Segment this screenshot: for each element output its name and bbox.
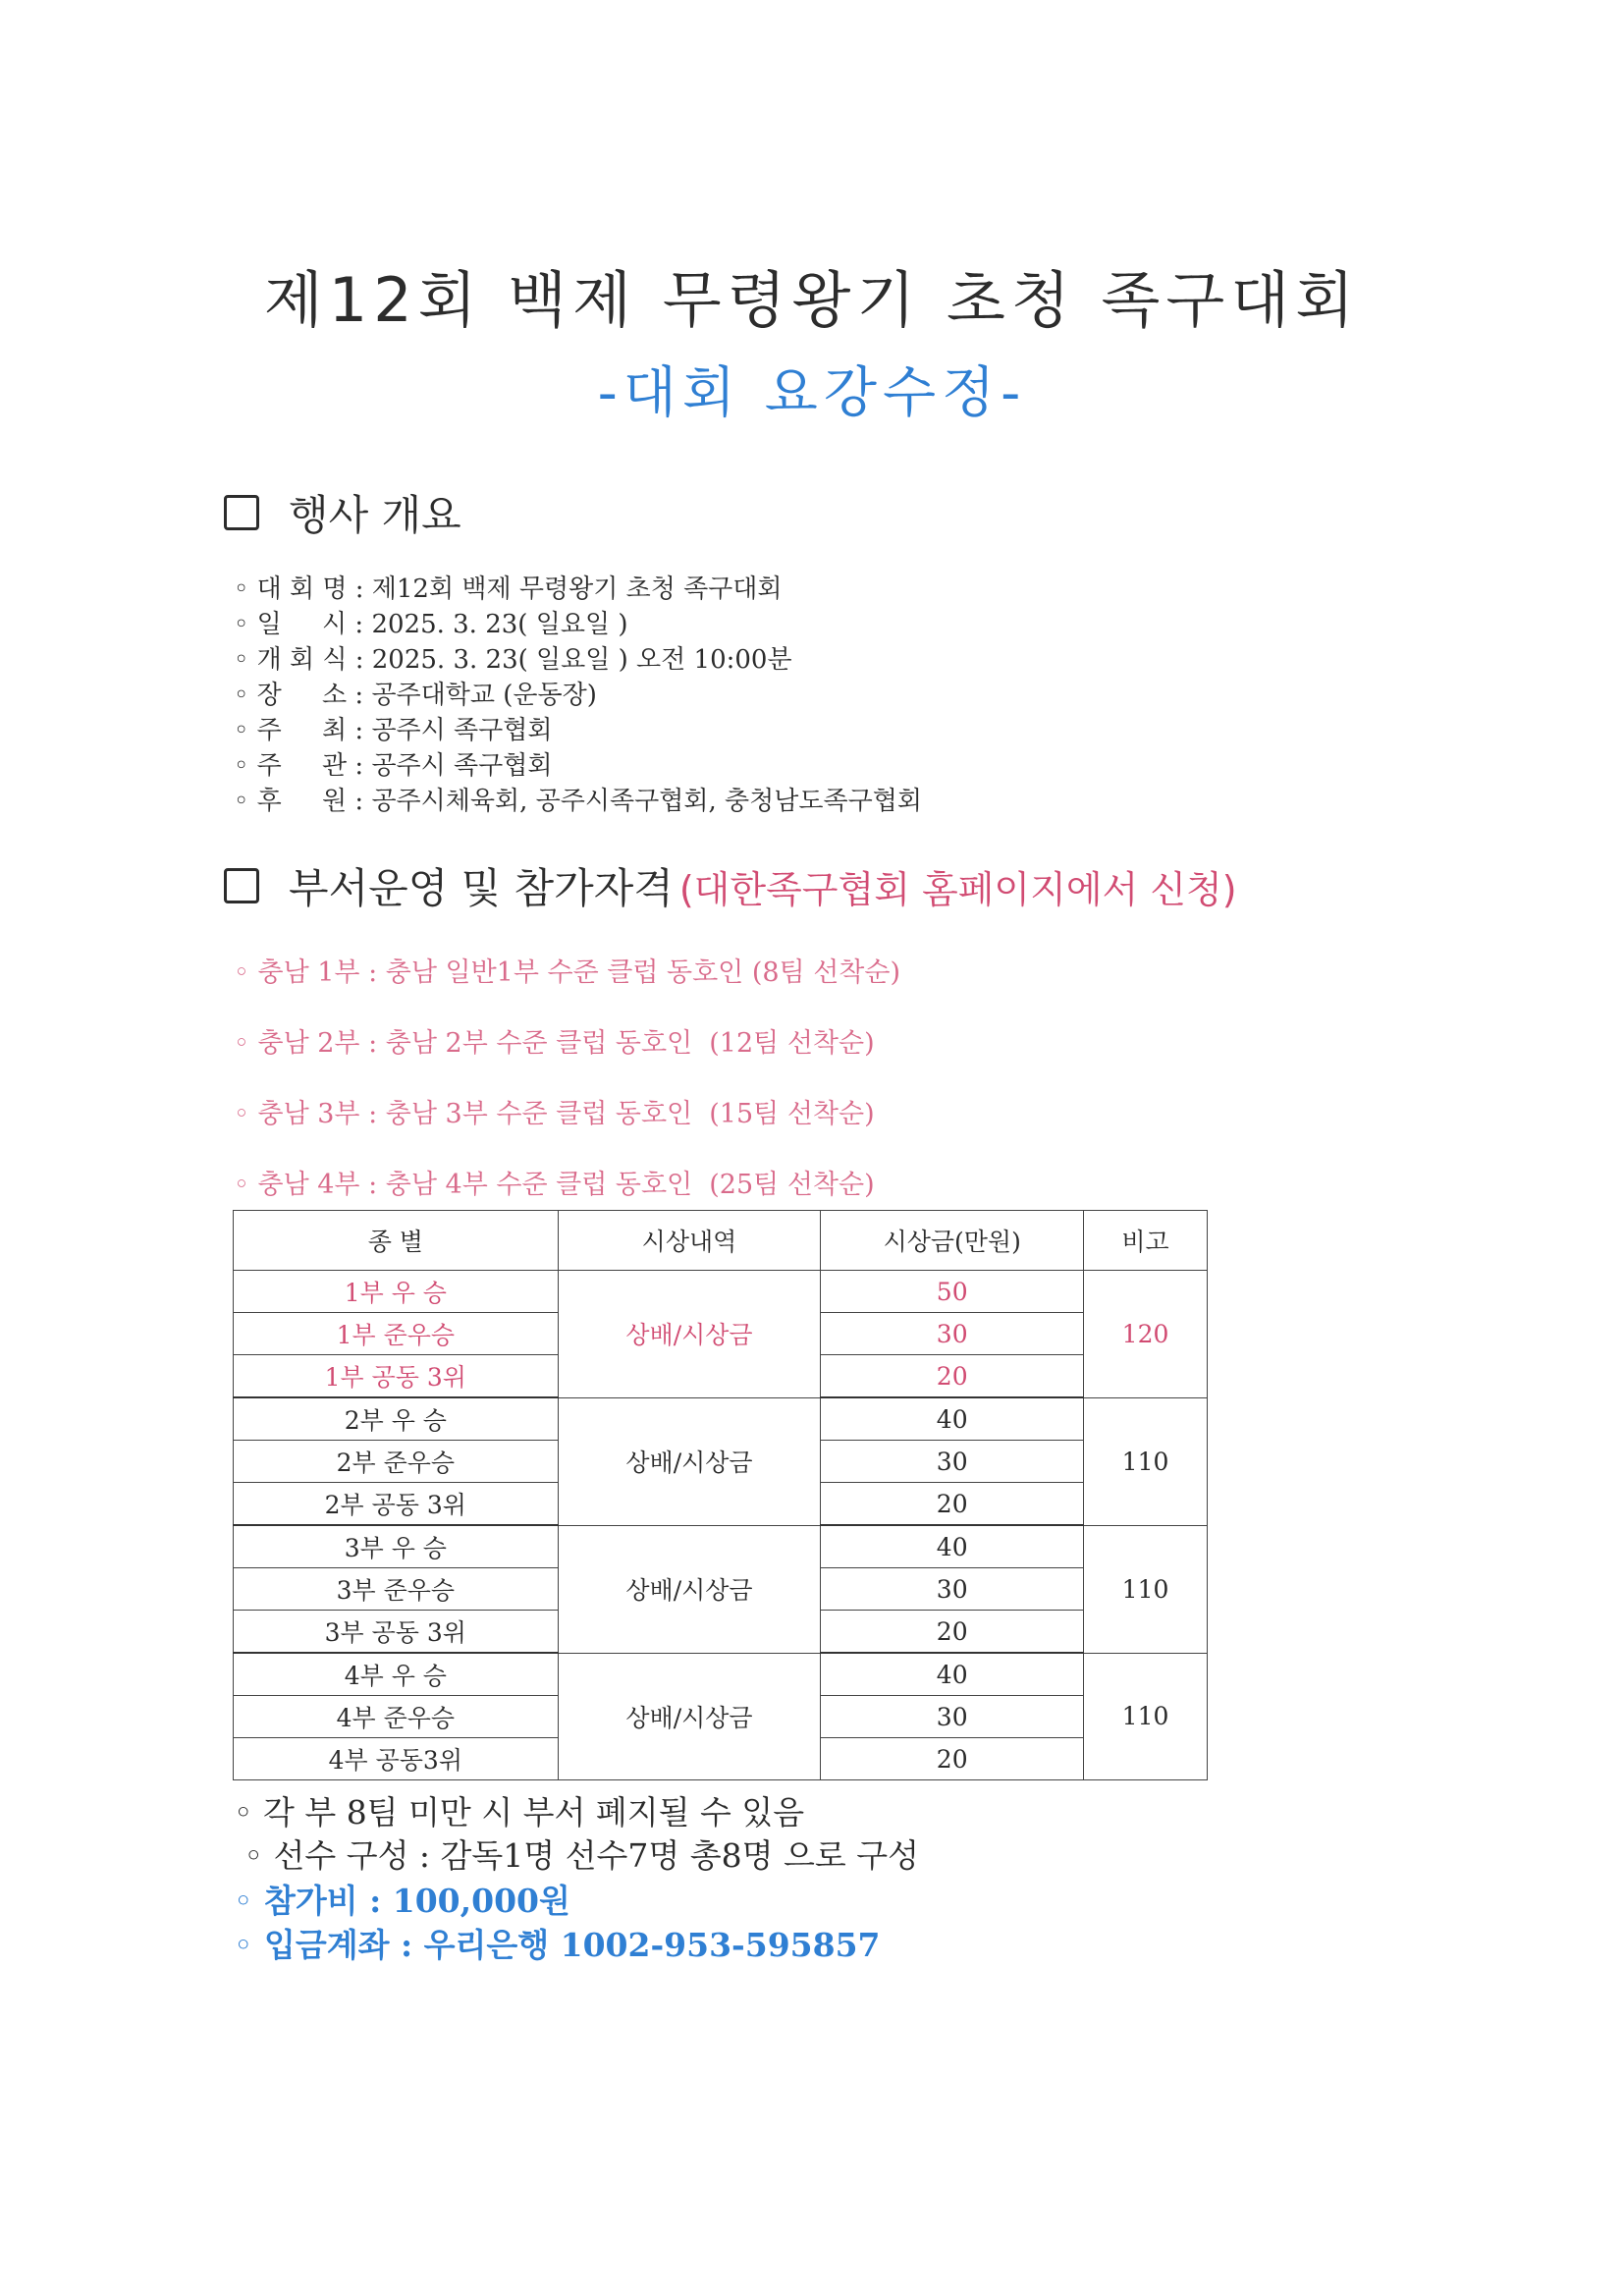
prize-cell: 40 [821, 1525, 1084, 1568]
overview-item-sponsor: ◦ 후 원 : 공주시체육회, 공주시족구협회, 충청남도족구협회 [234, 787, 922, 816]
category-cell: 2부 우 승 [234, 1397, 559, 1441]
overview-item-venue: ◦ 장 소 : 공주대학교 (운동장) [234, 681, 597, 710]
checkbox-square-icon [224, 868, 259, 903]
remark-cell: 110 [1084, 1397, 1208, 1525]
prize-cell: 30 [821, 1568, 1084, 1611]
header-category: 종 별 [234, 1211, 559, 1271]
category-cell: 1부 준우승 [234, 1313, 559, 1355]
section-overview-title: 행사 개요 [289, 491, 461, 539]
category-cell: 2부 공동 3위 [234, 1483, 559, 1526]
prize-cell: 40 [821, 1397, 1084, 1441]
section-divisions-note: (대한족구협회 홈페이지에서 신청) [678, 867, 1237, 911]
category-cell: 3부 우 승 [234, 1525, 559, 1568]
division-item-2: ◦ 충남 2부 : 충남 2부 수준 클럽 동호인 (12팀 선착순) [234, 1028, 875, 1059]
award-cell: 상배/시상금 [558, 1271, 821, 1398]
division-item-4: ◦ 충남 4부 : 충남 4부 수준 클럽 동호인 (25팀 선착순) [234, 1170, 875, 1200]
table-row [234, 1271, 1208, 1313]
prize-cell: 30 [821, 1696, 1084, 1738]
overview-item-date: ◦ 일 시 : 2025. 3. 23( 일요일 ) [234, 610, 628, 639]
prize-cell: 30 [821, 1441, 1084, 1483]
prize-cell: 20 [821, 1483, 1084, 1526]
table-header-row [234, 1211, 1208, 1271]
category-cell: 2부 준우승 [234, 1441, 559, 1483]
section-divisions-heading [224, 856, 1237, 915]
prize-cell: 20 [821, 1611, 1084, 1654]
overview-item-opening: ◦ 개 회 식 : 2025. 3. 23( 일요일 ) 오전 10:00분 [234, 645, 792, 675]
table-row [234, 1397, 1208, 1441]
prize-table [233, 1210, 1208, 1780]
checkbox-square-icon [224, 495, 259, 530]
header-remark: 비고 [1084, 1211, 1208, 1271]
page-subtitle: -대회 요강수정- [597, 361, 1027, 425]
footer-note-min-teams: ◦ 각 부 8팀 미만 시 부서 폐지될 수 있음 [234, 1793, 805, 1831]
overview-item-host: ◦ 주 최 : 공주시 족구협회 [234, 716, 553, 745]
prize-cell: 30 [821, 1313, 1084, 1355]
footer-note-roster: ◦ 선수 구성 : 감독1명 선수7명 총8명 으로 구성 [234, 1836, 920, 1875]
category-cell: 4부 준우승 [234, 1696, 559, 1738]
footer-bank-account: ◦ 입금계좌 : 우리은행 1002-953-595857 [234, 1926, 881, 1964]
remark-cell: 110 [1084, 1653, 1208, 1780]
remark-cell: 120 [1084, 1271, 1208, 1398]
table-row [234, 1653, 1208, 1696]
overview-list [234, 572, 922, 819]
prize-cell: 40 [821, 1653, 1084, 1696]
prize-cell: 20 [821, 1738, 1084, 1780]
prize-cell: 20 [821, 1355, 1084, 1398]
division-item-3: ◦ 충남 3부 : 충남 3부 수준 클럽 동호인 (15팀 선착순) [234, 1099, 875, 1129]
category-cell: 1부 우 승 [234, 1271, 559, 1313]
award-cell: 상배/시상금 [558, 1653, 821, 1780]
remark-cell: 110 [1084, 1525, 1208, 1653]
table-row [234, 1525, 1208, 1568]
section-divisions-title: 부서운영 및 참가자격 [289, 864, 674, 912]
footer-entry-fee: ◦ 참가비 : 100,000원 [234, 1882, 570, 1920]
category-cell: 4부 우 승 [234, 1653, 559, 1696]
section-overview-heading [224, 483, 461, 542]
header-award: 시상내역 [558, 1211, 821, 1271]
overview-item-organizer: ◦ 주 관 : 공주시 족구협회 [234, 751, 553, 781]
category-cell: 3부 준우승 [234, 1568, 559, 1611]
category-cell: 3부 공동 3위 [234, 1611, 559, 1654]
award-cell: 상배/시상금 [558, 1397, 821, 1525]
category-cell: 1부 공동 3위 [234, 1355, 559, 1398]
header-prize: 시상금(만원) [821, 1211, 1084, 1271]
category-cell: 4부 공동3위 [234, 1738, 559, 1780]
page-title: 제12회 백제 무령왕기 초청 족구대회 [263, 264, 1361, 336]
award-cell: 상배/시상금 [558, 1525, 821, 1653]
prize-cell: 50 [821, 1271, 1084, 1313]
division-item-1: ◦ 충남 1부 : 충남 일반1부 수준 클럽 동호인 (8팀 선착순) [234, 957, 901, 988]
overview-item-name: ◦ 대 회 명 : 제12회 백제 무령왕기 초청 족구대회 [234, 574, 783, 604]
